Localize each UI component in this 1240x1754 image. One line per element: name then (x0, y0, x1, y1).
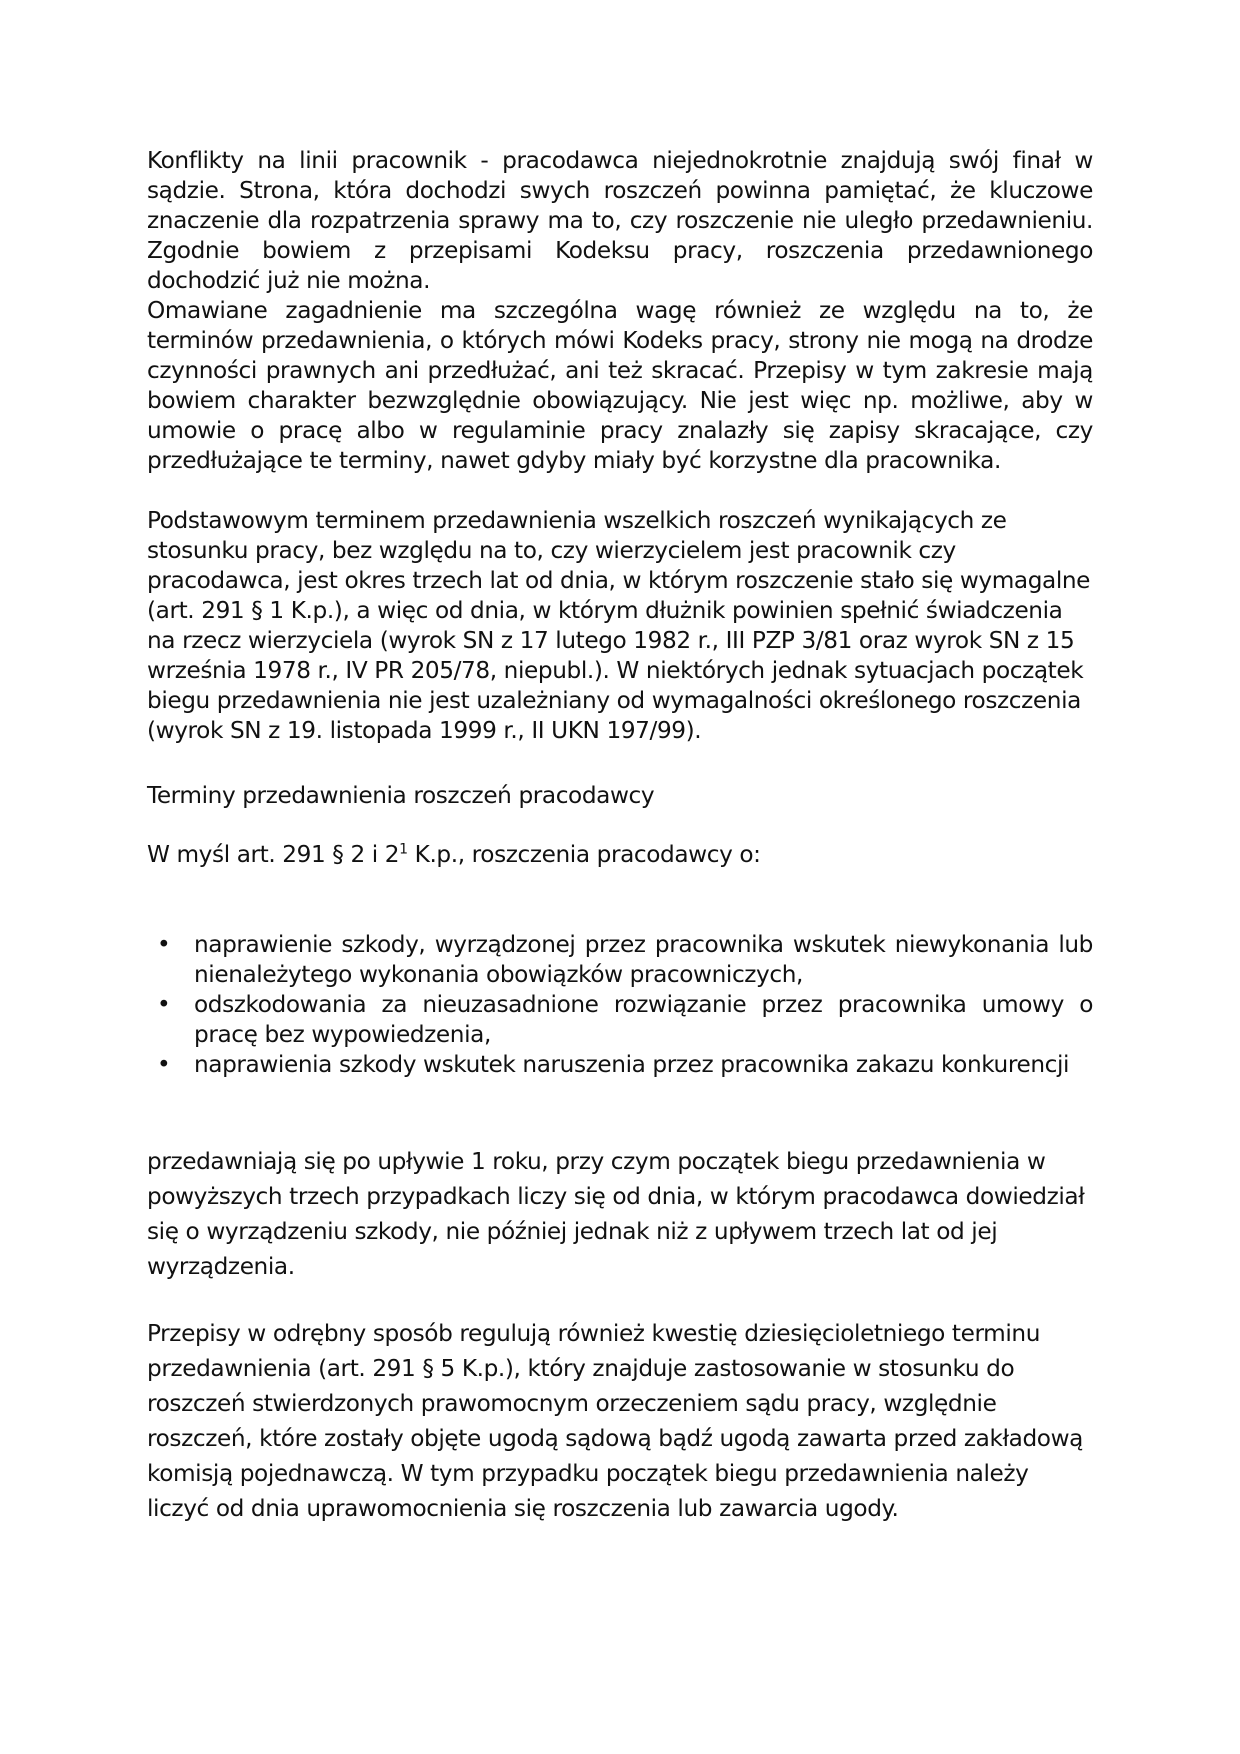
list-intro (147, 840, 1093, 870)
bullet-icon: • (157, 991, 171, 1018)
list-item-text: odszkodowania za nieuzasadnione rozwiązanie przez pracownika umowy o pracę bez wypowiedzenia, (194, 991, 1093, 1048)
list-item (147, 930, 1093, 990)
list-item (147, 990, 1093, 1050)
list-item (147, 1050, 1093, 1080)
bullet-icon: • (157, 1051, 171, 1078)
paragraph-mandatory-terms: Omawiane zagadnienie ma szczególna wagę również ze względu na to, że terminów przedawnienia, o których mówi Kodeks pracy, strony nie mogą na drodze czynności prawnych ani przedłużać, ani też skracać. Przepisy w tym zakresie mają bowiem charakter bezwzględnie obowiązujący. Nie jest więc np. możliwe, aby w umowie o pracę albo w regulaminie pracy znalazły się zapisy skracające, czy przedłużające te terminy, nawet gdyby miały być korzystne dla pracownika. (147, 297, 1093, 474)
bullet-icon: • (157, 931, 171, 958)
paragraph-basic-term: Podstawowym terminem przedawnienia wszelkich roszczeń wynikających ze stosunku pracy, bez względu na to, czy wierzycielem jest pracownik czy pracodawca, jest okres trzech lat od dnia, w którym roszczenie stało się wymagalne (art. 291 § 1 K.p.), a więc od dnia, w którym dłużnik powinien spełnić świadczenia na rzecz wierzyciela (wyrok SN z 17 lutego 1982 r., III PZP 3/81 oraz wyrok SN z 15 września 1978 r., IV PR 205/78, niepubl.). W niektórych jednak sytuacjach początek biegu przedawnienia nie jest uzależniany od wymagalności określonego roszczenia (wyrok SN z 19. listopada 1999 r., II UKN 197/99). (147, 507, 1091, 744)
list-intro-text-end: K.p., roszczenia pracodawcy o: (407, 841, 761, 868)
paragraph-conflicts: Konflikty na linii pracownik - pracodawca niejednokrotnie znajdują swój finał w sądzie. Strona, która dochodzi swych roszczeń powinna pamiętać, że kluczowe znaczenie dla rozpatrzenia sprawy ma to, czy roszczenie nie uległo przedawnieniu. Zgodnie bowiem z przepisami Kodeksu pracy, roszczenia przedawnionego dochodzić już nie można. (147, 147, 1093, 294)
superscript: 1 (399, 841, 408, 858)
list-intro-text: W myśl art. 291 § 2 i 2 (147, 841, 400, 868)
paragraph-ten-year: Przepisy w odrębny sposób regulują również kwestię dziesięcioletniego terminu przedawnienia (art. 291 § 5 K.p.), który znajduje zastosowanie w stosunku do roszczeń stwierdzonych prawomocnym orzeczeniem sądu pracy, względnie roszczeń, które zostały objęte ugodą sądową bądź ugodą zawarta przed zakładową komisją pojednawczą. W tym przypadku początek biegu przedawnienia należy liczyć od dnia uprawomocnienia się roszczenia lub zawarcia ugody. (147, 1320, 1083, 1522)
list-item-text: naprawienie szkody, wyrządzonej przez pracownika wskutek niewykonania lub nienależytego wykonania obowiązków pracowniczych, (194, 931, 1093, 988)
intro-paragraph-block (147, 146, 1093, 476)
list-item-text: naprawienia szkody wskutek naruszenia przez pracownika zakazu konkurencji (194, 1051, 1070, 1078)
paragraph-one-year: przedawniają się po upływie 1 roku, przy czym początek biegu przedawnienia w powyższych trzech przypadkach liczy się od dnia, w którym pracodawca dowiedział się o wyrządzeniu szkody, nie później jednak niż z upływem trzech lat od jej wyrządzenia. (147, 1148, 1085, 1280)
section-heading: Terminy przedawnienia roszczeń pracodawcy (147, 782, 655, 809)
claims-list (147, 930, 1093, 1080)
